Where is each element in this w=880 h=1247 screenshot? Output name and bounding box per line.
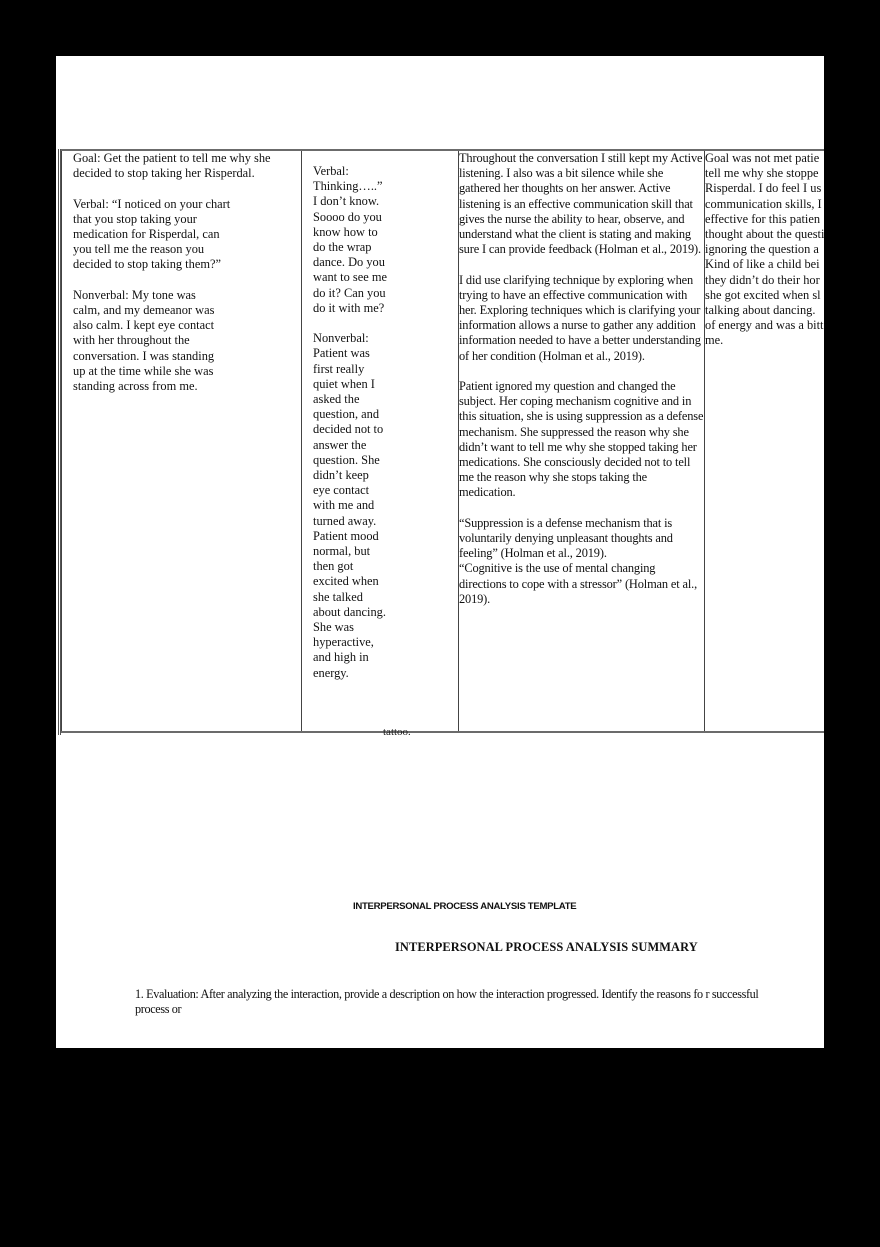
evaluation-line: thought about the questi [705,227,824,242]
evaluation-line: communication skills, I [705,196,822,211]
evaluation-line: tell me why she stoppe [705,166,819,181]
table-bottom-border [61,731,824,733]
goal-text: Goal: Get the patient to tell me why she decided to stop taking her Risperdal. [73,151,271,181]
evaluation-line: effective for this patien [705,211,821,226]
table-cell-nurse-communication [61,151,301,731]
evaluation-line: Kind of like a child bei [705,257,820,272]
summary-title: INTERPERSONAL PROCESS ANALYSIS SUMMARY [395,940,698,954]
patient-verbal-text: Verbal: Thinking…..” I don’t know. Soooo do you know how to do the wrap dance. Do you want to see me do it? Can you do it with me? [313,164,387,315]
table-cell-evaluation [704,151,824,731]
patient-nonverbal-text: Nonverbal: Patient was first really quiet when I asked the question, and decided not to answer the question. She didn’t keep eye contact with me and turned away. Patient mood normal, but then got excited when she talked about dancing. She was hyperactive, and high in energy. [313,331,386,680]
suppression-quote: “Suppression is a defense mechanism that is voluntarily denying unpleasant thoughts and feeling” (Holman et al., 2019). [459,515,673,561]
evaluation-line: Risperdal. I do feel I us [705,181,822,196]
process-recording-table [58,149,824,735]
nurse-verbal-text: Verbal: “I noticed on your chart that you stop taking your medication for Risperdal, can you tell me the reason you decided to stop taking them?” [73,196,231,272]
evaluation-line: talking about dancing. [705,303,816,318]
table-cell-patient-communication [301,151,458,731]
cognitive-quote: “Cognitive is the use of mental changing directions to cope with a stressor” (Holman et al., 2019). [459,561,698,606]
document-page [56,56,824,1048]
analysis-coping-mechanism: Patient ignored my question and changed the subject. Her coping mechanism cognitive and in this situation, she is using suppression as a defense mechanism. She suppressed the reason why she didn’t want to tell me why she stopped taking her medications. She consciously decided not to tell me the reason why she stops taking the medication. [459,379,704,500]
nurse-nonverbal-text: Nonverbal: My tone was calm, and my demeanor was also calm. I kept eye contact with her throughout the conversation. I was standing up at the time while she was standing across from me. [73,287,215,394]
evaluation-line: she got excited when sl [705,287,821,302]
template-title: INTERPERSONAL PROCESS ANALYSIS TEMPLATE [353,901,577,912]
evaluation-line: they didn’t do their hor [705,272,820,287]
evaluation-line: of energy and was a bitt [705,318,824,333]
analysis-active-listening: Throughout the conversation I still kept my Active listening. I also was a bit silence while she gathered her thoughts on her answer. Active listening is an effective communication skill that gives the nurse the ability to hear, observe, and understand what the client is stating and making sure I can provide feedback (Holman et al., 2019). [459,151,703,257]
analysis-clarifying: I did use clarifying technique by exploring when trying to have an effective communication with her. Exploring techniques which is clarifying your information allows a nurse to gather any addition information needed to have a better understanding of her condition (Holman et al., 2019). [459,272,701,363]
table-cell-analysis [458,151,704,731]
evaluation-prompt: 1. Evaluation: After analyzing the interaction, provide a description on how the interaction progressed. Identify the reasons fo r successful process or [135,987,759,1016]
overflow-text: tattoo. [383,726,411,738]
evaluation-line: me. [705,333,724,348]
evaluation-line: ignoring the question a [705,242,819,257]
evaluation-line: Goal was not met patie [705,151,820,165]
